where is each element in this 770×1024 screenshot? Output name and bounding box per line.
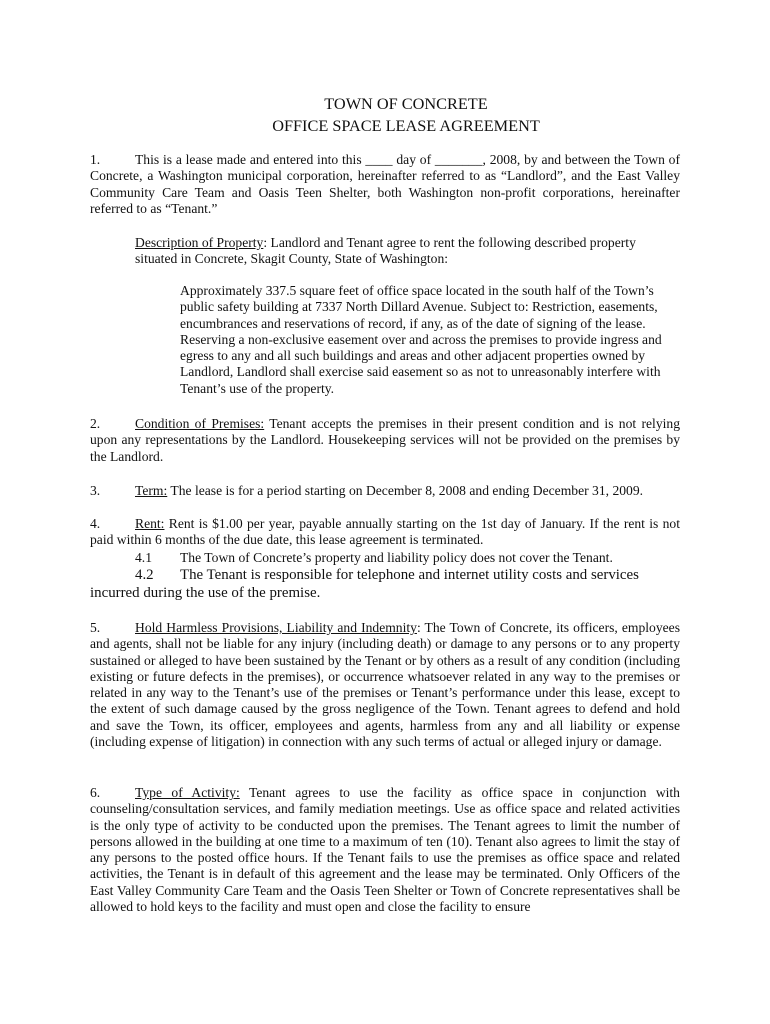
section-6 [90, 785, 680, 915]
document-title: TOWN OF CONCRETE [324, 94, 488, 113]
subsection-number: 4.2 [135, 567, 154, 583]
section-heading: Rent: [135, 516, 165, 531]
section-heading: Term: [135, 483, 168, 498]
section-number: 5. [90, 620, 101, 635]
subsection-text: The Town of Concrete’s property and liability policy does not cover the Tenant. [180, 550, 613, 565]
section-text: Rent is $1.00 per year, payable annually starting on the 1st day of January. If the rent is not paid within 6 months of the due date, this lease agreement is terminated. [90, 516, 680, 548]
section-2 [90, 416, 680, 465]
section-1 [90, 152, 680, 217]
section-5 [90, 620, 680, 750]
section-text: : The Town of Concrete, its officers, employees and agents, shall not be liable for any injury (including death) or damage to any persons or to any property sustained or alleged to have been sustained by the Tenant or by others as a result of any condition (including existing or future defects in the premises), or occurrence whatsoever related in any way to the premises or related in any way to the Tenant’s use of the premises or Tenant’s performance under this lease, except to the extent of such damage caused by the gross negligence of the Town. Tenant agrees to defend and hold and save the Town, its officer, employees and agents, harmless from any and all liability or expense (including expense of litigation) in connection with any such terms of actual or alleged injury or damage. [90, 620, 680, 750]
subsection-text: The Tenant is responsible for telephone and internet utility costs and services incurred during the use of the premise. [90, 567, 639, 601]
section-4-1 [135, 550, 680, 566]
property-description: Approximately 337.5 square feet of office space located in the south half of the Town’s public safety building at 7337 North Dillard Avenue. Subject to: Restriction, easements, encumbrances and reservations of record, if any, as of the date of signing of the lease. Reserving a non-exclusive easement over and across the premises to provide ingress and egress to any and all such buildings and areas and other adjacent properties owned by Landlord, Landlord shall exercise said easement so as not to unreasonably interfere with Tenant’s use of the property. [180, 283, 662, 396]
section-heading: Description of Property [135, 235, 264, 250]
subsection-number: 4.1 [135, 550, 152, 565]
section-4 [90, 516, 680, 549]
section-text: : Landlord and Tenant agree to rent the following described property situated in Concrete, Skagit County, State of Washington: [135, 235, 636, 267]
section-3 [90, 483, 680, 499]
section-heading: Type of Activity: [135, 785, 240, 800]
section-text: This is a lease made and entered into this ____ day of _______, 2008, by and between the Town of Concrete, a Washington municipal corporation, hereinafter referred to as “Landlord”, and the East Valley Community Care Team and Oasis Teen Shelter, both Washington non-profit corporations, hereinafter referred to as “Tenant.” [90, 152, 680, 216]
section-heading: Hold Harmless Provisions, Liability and Indemnity [135, 620, 417, 635]
document-subtitle: OFFICE SPACE LEASE AGREEMENT [272, 116, 540, 135]
section-number: 2. [90, 416, 101, 431]
section-text: Tenant agrees to use the facility as office space in conjunction with counseling/consultation services, and family mediation meetings. Use as office space and related activities is the only type of activity to be conducted upon the premises. The Tenant agrees to limit the number of persons allowed in the building at one time to a maximum of ten (10). Tenant also agrees to limit the stay of any persons to the posted office hours. If the Tenant fails to use the premises as office space and related activities, the Tenant is in default of this agreement and the lease may be terminated. Only Officers of the East Valley Community Care Team and the Oasis Teen Shelter or Town of Concrete representatives shall be allowed to hold keys to the facility and must open and close the facility to ensure [90, 785, 680, 915]
section-text: The lease is for a period starting on December 8, 2008 and ending December 31, 2009. [167, 483, 644, 498]
section-4-2 [90, 566, 680, 602]
section-number: 6. [90, 785, 101, 800]
section-number: 3. [90, 483, 101, 498]
section-heading: Condition of Premises: [135, 416, 265, 431]
section-number: 1. [90, 152, 101, 167]
description-of-property [135, 235, 675, 268]
section-number: 4. [90, 516, 101, 531]
section-text: Tenant accepts the premises in their present condition and is not relying upon any representations by the Landlord. Housekeeping services will not be provided on the premises by the Landlord. [90, 416, 680, 464]
